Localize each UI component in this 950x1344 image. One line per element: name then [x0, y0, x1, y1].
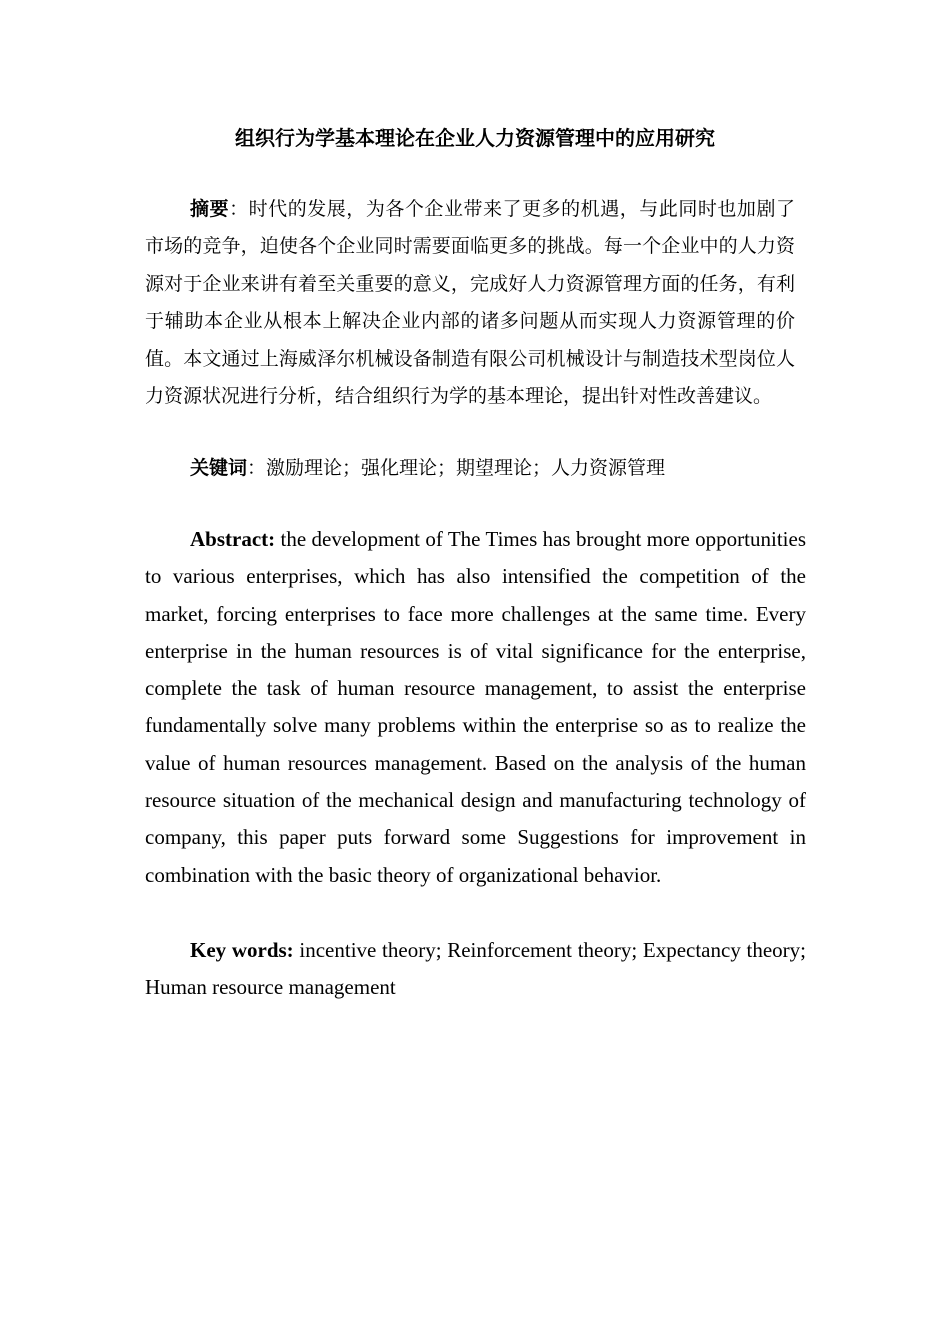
- chinese-keywords-label: 关键词: [190, 457, 248, 479]
- chinese-keywords: [145, 450, 795, 487]
- english-abstract-label: Abstract:: [190, 527, 276, 551]
- chinese-abstract-text: 时代的发展，为各个企业带来了更多的机遇，与此同时也加剧了市场的竞争，迫使各个企业同时需要面临更多的挑战。每一个企业中的人力资源对于企业来讲有着至关重要的意义，完成好人力资源管理方面的任务，有利于辅助本企业从根本上解决企业内部的诸多问题从而实现人力资源管理的价值。本文通过上海威泽尔机械设备制造有限公司机械设计与制造技术型岗位人力资源状况进行分析，结合组织行为学的基本理论，提出针对性改善建议。: [145, 198, 795, 408]
- chinese-abstract: [145, 191, 795, 415]
- chinese-abstract-label: 摘要: [190, 198, 230, 220]
- english-abstract-text: the development of The Times has brought more opportunities to various enterprises, which has also intensified the competition of the market, forcing enterprises to face more challenges at the same time. Every enterprise in the human resources is of vital significance for the enterprise, complete the task of human resource management, to assist the enterprise fundamentally solve many problems within the enterprise so as to realize the value of human resources management. Based on the analysis of the human resource situation of the mechanical design and manufacturing technology of company, this paper puts forward some Suggestions for improvement in combination with the basic theory of organizational behavior.: [145, 527, 806, 887]
- english-keywords-text: incentive theory; Reinforcement theory; Expectancy theory; Human resource management: [145, 938, 807, 1000]
- english-keywords: [145, 932, 806, 1007]
- page-title: 组织行为学基本理论在企业人力资源管理中的应用研究: [235, 126, 715, 150]
- chinese-keywords-text: 激励理论；强化理论；期望理论；人力资源管理: [266, 457, 666, 479]
- chinese-keywords-separator: ：: [247, 457, 267, 479]
- english-abstract: [145, 521, 806, 894]
- english-keywords-label: Key words:: [190, 938, 294, 962]
- chinese-abstract-separator: ：: [229, 198, 249, 220]
